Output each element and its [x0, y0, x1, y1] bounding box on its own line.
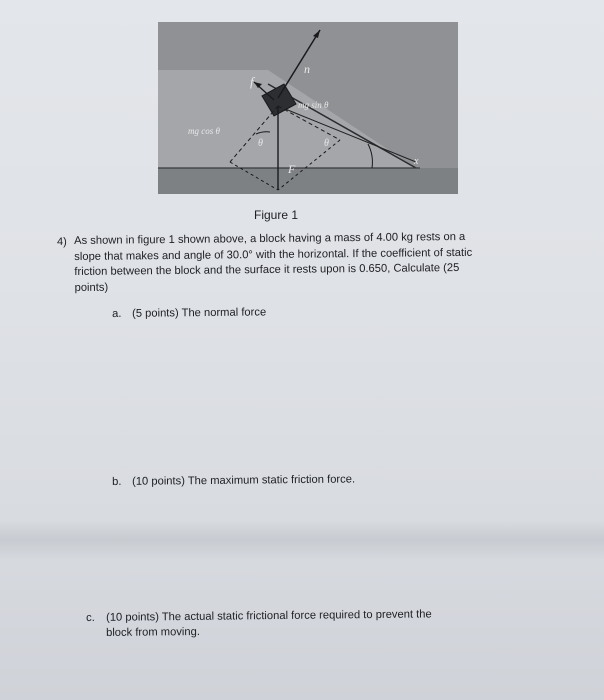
part-b	[112, 473, 355, 488]
question-line-4: points)	[74, 281, 109, 294]
part-b-letter: b.	[112, 475, 122, 488]
part-a-letter: a.	[112, 307, 122, 320]
weight-label: F	[288, 162, 296, 176]
x-axis-label: x	[414, 156, 419, 167]
friction-force-label: f	[250, 74, 254, 89]
part-c-text: (10 points) The actual static frictional force required to prevent the	[105, 608, 432, 624]
normal-force-arrowhead	[313, 30, 320, 38]
mg-cos-label: mg cos θ	[188, 126, 220, 136]
part-b-text: (10 points) The maximum static friction force.	[131, 473, 356, 488]
figure-caption: Figure 1	[254, 208, 299, 222]
normal-force-arrow	[278, 30, 320, 98]
angle-right-label: θ	[324, 138, 329, 149]
part-a-text: (5 points) The normal force	[131, 306, 267, 320]
question-line-3: friction between the block and the surface it rests upon is 0.650, Calculate (25	[74, 261, 460, 278]
question-line-1: As shown in figure 1 shown above, a block having a mass of 4.00 kg rests on a	[74, 230, 466, 247]
question-line-2: slope that makes and angle of 30.0° with the horizontal. If the coefficient of static	[74, 246, 473, 263]
angle-left-label: θ	[258, 138, 263, 149]
mg-sin-label: mg sin θ	[298, 100, 329, 110]
part-a	[112, 306, 266, 320]
part-c-text-2: block from moving.	[106, 626, 201, 639]
figure-1	[158, 22, 458, 194]
normal-force-label: n	[304, 62, 310, 76]
part-c-continued	[106, 626, 200, 639]
question-text	[74, 229, 561, 296]
part-c	[86, 608, 432, 624]
ground	[158, 168, 458, 194]
photo-shadow-band	[0, 520, 604, 560]
question-number: 4)	[57, 236, 67, 248]
part-c-letter: c.	[86, 611, 95, 624]
